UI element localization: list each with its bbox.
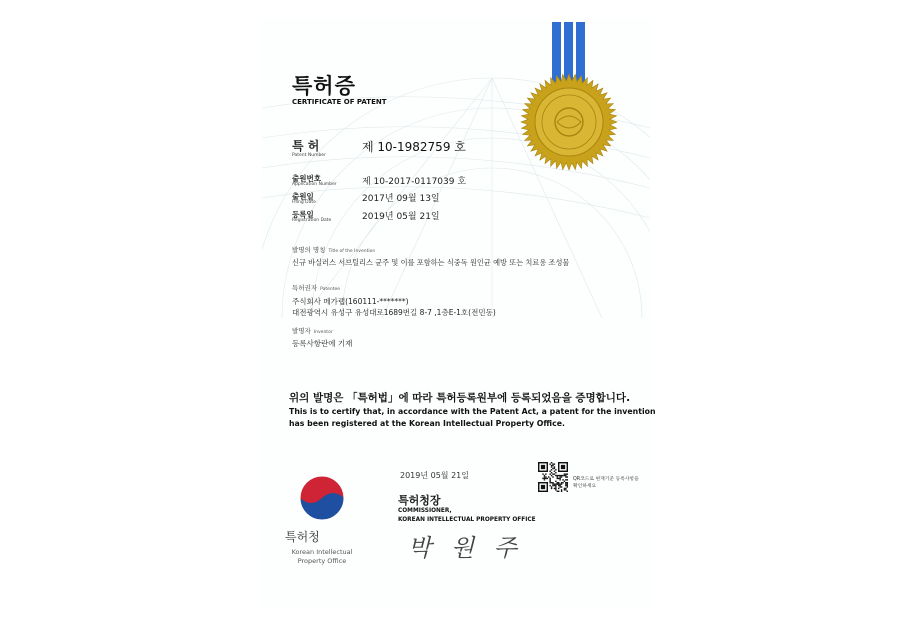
commissioner-title: 특허청장 — [398, 494, 441, 507]
patentee-name: 주식회사 메가랩(160111-*******) — [292, 297, 409, 306]
kipo-name-ko: 특허청 — [285, 530, 320, 544]
application-number-value: 제 10-2017-0117039 호 — [362, 177, 467, 187]
registration-date-label-en: Registration Date — [292, 218, 332, 223]
invention-title-label — [292, 245, 375, 254]
application-number-label: 출원번호 — [292, 174, 321, 183]
invention-title-label-en: Title of the Invention — [328, 249, 376, 254]
issue-date: 2019년 05월 21일 — [400, 471, 469, 480]
qr-note: QR코드로 현재기준 등록사항을 확인하세요 — [573, 477, 639, 489]
commissioner-title-en-2: KOREAN INTELLECTUAL PROPERTY OFFICE — [398, 517, 536, 523]
patent-certificate — [262, 18, 656, 608]
patentee-address: 대전광역시 유성구 유성대로1689번길 8-7 ,1층E-1호(전민동) — [292, 308, 496, 317]
patent-number-label-en: Patent Number — [292, 153, 326, 158]
filing-date-label: 출원일 — [292, 192, 314, 201]
patent-number-value: 제 10-1982759 호 — [362, 140, 466, 154]
patentee-label-ko: 특허권자 — [292, 284, 318, 292]
certification-statement-en-2: has been registered at the Korean Intellectual Property Office. — [289, 419, 565, 428]
certification-statement-ko: 위의 발명은 「특허법」에 따라 특허등록원부에 등록되었음을 증명합니다. — [289, 392, 631, 404]
certificate-title: 특허증 — [292, 74, 356, 98]
inventor-label — [292, 326, 333, 335]
patentee-label — [292, 283, 340, 292]
filing-date-label-en: Filing Date — [292, 200, 316, 205]
certificate-title-en: CERTIFICATE OF PATENT — [292, 98, 387, 106]
kipo-logo-icon — [297, 473, 347, 523]
kipo-name-en: Korean Intellectual Property Office — [291, 548, 353, 565]
inventor-label-en: Inventor — [313, 330, 333, 335]
filing-date-value: 2017년 09월 13일 — [362, 194, 440, 204]
registration-date-value: 2019년 05월 21일 — [362, 212, 440, 222]
qr-code-icon — [538, 462, 568, 492]
invention-title-value: 신규 바실러스 서브틸리스 균주 및 이를 포함하는 식중독 원인균 예방 또는 치료용 조성물 — [292, 258, 570, 267]
application-number-label-en: Application Number — [292, 182, 337, 187]
commissioner-signature: 박 원 주 — [408, 534, 523, 562]
certification-statement-en-1: This is to certify that, in accordance with the Patent Act, a patent for the invention — [289, 407, 656, 416]
commissioner-title-en-1: COMMISSIONER, — [398, 508, 452, 514]
inventor-value: 등록사항란에 기재 — [292, 339, 353, 348]
patent-number-label: 특 허 — [292, 139, 320, 153]
inventor-label-ko: 발명자 — [292, 327, 311, 335]
gold-seal-icon — [517, 22, 627, 182]
invention-title-label-ko: 발명의 명칭 — [292, 246, 326, 254]
registration-date-label: 등록일 — [292, 210, 314, 219]
patentee-label-en: Patentee — [320, 287, 341, 292]
